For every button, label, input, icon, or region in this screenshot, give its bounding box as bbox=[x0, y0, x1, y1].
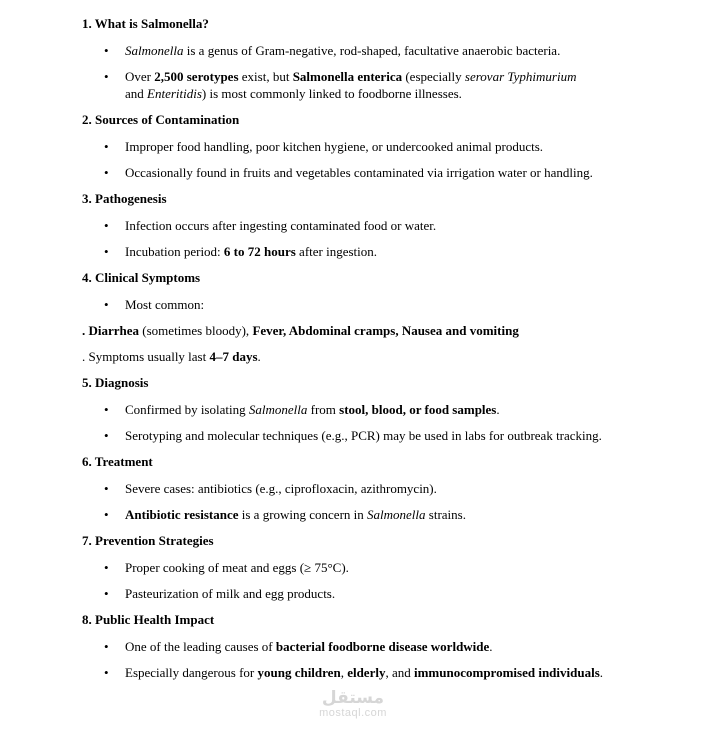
list-item bbox=[82, 427, 642, 444]
text-run: Serotyping and molecular techniques (e.g., PCR) may be used in labs for outbreak tracking. bbox=[125, 428, 602, 443]
section-heading: 3. Pathogenesis bbox=[82, 191, 167, 206]
text-run: Proper cooking of meat and eggs (≥ 75°C). bbox=[125, 560, 349, 575]
text-run: immunocompromised individuals bbox=[413, 665, 600, 680]
bullet-icon: • bbox=[104, 244, 109, 259]
list-item bbox=[82, 217, 642, 234]
bullet-icon: • bbox=[104, 165, 109, 180]
bullet-list bbox=[82, 559, 642, 602]
text-run: Confirmed by isolating bbox=[125, 402, 249, 417]
section-heading: 8. Public Health Impact bbox=[82, 612, 215, 627]
text-run: serovar Typhimurium bbox=[464, 69, 577, 84]
text-run: Salmonella bbox=[125, 43, 184, 58]
text-run: Salmonella enterica bbox=[292, 69, 403, 84]
bullet-icon: • bbox=[104, 139, 109, 154]
section-heading: 1. What is Salmonella? bbox=[82, 16, 209, 31]
text-run: and bbox=[125, 86, 148, 101]
text-run: bacterial foodborne disease worldwide bbox=[275, 639, 490, 654]
list-item bbox=[82, 559, 642, 576]
text-run: stool, blood, or food samples bbox=[339, 402, 497, 417]
text-run: . bbox=[489, 639, 493, 654]
watermark-logo: مستقل bbox=[321, 688, 385, 707]
section-heading: 2. Sources of Contamination bbox=[82, 112, 240, 127]
text-run: 2,500 serotypes bbox=[154, 69, 239, 84]
bullet-list bbox=[82, 138, 642, 181]
text-run: Over bbox=[125, 69, 155, 84]
list-item bbox=[82, 664, 642, 681]
text-run: . Diarrhea bbox=[82, 323, 140, 338]
text-run: Infection occurs after ingesting contaminated food or water. bbox=[125, 218, 437, 233]
text-run: Improper food handling, poor kitchen hygiene, or undercooked animal products. bbox=[125, 139, 544, 154]
section-heading: 4. Clinical Symptoms bbox=[82, 270, 201, 285]
bullet-icon: • bbox=[104, 218, 109, 233]
text-run: Incubation period: bbox=[125, 244, 224, 259]
watermark bbox=[303, 689, 403, 719]
text-run: Antibiotic resistance bbox=[125, 507, 239, 522]
text-run: strains. bbox=[425, 507, 466, 522]
bullet-icon: • bbox=[104, 481, 109, 496]
text-run: Especially dangerous for bbox=[125, 665, 258, 680]
list-item bbox=[82, 638, 642, 655]
text-run: exist, but bbox=[238, 69, 293, 84]
duration-line bbox=[82, 348, 642, 365]
text-run: from bbox=[307, 402, 340, 417]
text-run: young children bbox=[257, 665, 341, 680]
watermark-url: mostaql.com bbox=[319, 707, 387, 719]
text-run: (especially bbox=[402, 69, 465, 84]
list-item bbox=[82, 585, 642, 602]
bullet-icon: • bbox=[104, 639, 109, 654]
bullet-icon: • bbox=[104, 69, 109, 84]
bullet-list bbox=[82, 480, 642, 523]
bullet-list bbox=[82, 401, 642, 444]
text-run: One of the leading causes of bbox=[125, 639, 276, 654]
list-item bbox=[82, 401, 642, 418]
bullet-icon: • bbox=[104, 560, 109, 575]
bullet-icon: • bbox=[104, 43, 109, 58]
bullet-icon: • bbox=[104, 665, 109, 680]
list-item bbox=[82, 138, 642, 155]
symptom-line bbox=[82, 322, 642, 339]
list-item bbox=[82, 243, 642, 260]
text-run: . bbox=[496, 402, 500, 417]
list-item bbox=[82, 506, 642, 523]
text-run: 6 to 72 hours bbox=[223, 244, 296, 259]
text-run: Severe cases: antibiotics (e.g., ciprofloxacin, azithromycin). bbox=[125, 481, 437, 496]
list-item bbox=[82, 296, 642, 313]
text-run: . Symptoms usually last bbox=[82, 349, 210, 364]
bullet-list bbox=[82, 42, 642, 102]
text-run: Enteritidis bbox=[147, 86, 202, 101]
text-run: , bbox=[340, 665, 348, 680]
text-run: Salmonella bbox=[367, 507, 426, 522]
bullet-icon: • bbox=[104, 586, 109, 601]
text-run: Most common: bbox=[125, 297, 205, 312]
bullet-list bbox=[82, 296, 642, 313]
list-item bbox=[82, 42, 642, 59]
text-run: Salmonella bbox=[248, 402, 308, 417]
bullet-icon: • bbox=[104, 507, 109, 522]
bullet-icon: • bbox=[104, 428, 109, 443]
text-run: Fever, Abdominal cramps, Nausea and vomiting bbox=[252, 323, 519, 338]
bullet-icon: • bbox=[104, 297, 109, 312]
text-run: after ingestion. bbox=[295, 244, 378, 259]
section-heading: 7. Prevention Strategies bbox=[82, 533, 214, 548]
text-run: ) is most commonly linked to foodborne illnesses. bbox=[201, 86, 462, 101]
document-body bbox=[82, 15, 642, 690]
text-run: , and bbox=[385, 665, 414, 680]
text-run: . bbox=[599, 665, 604, 680]
text-run: (sometimes bloody), bbox=[139, 323, 253, 338]
list-item bbox=[82, 68, 642, 102]
section-heading: 6. Treatment bbox=[82, 454, 153, 469]
section-heading: 5. Diagnosis bbox=[82, 375, 149, 390]
text-run: 4–7 days bbox=[209, 349, 258, 364]
text-run: elderly bbox=[347, 665, 386, 680]
text-run: is a genus of Gram-negative, rod-shaped, facultative anaerobic bacteria. bbox=[183, 43, 561, 58]
bullet-icon: • bbox=[104, 402, 109, 417]
bullet-list bbox=[82, 217, 642, 260]
text-run: Occasionally found in fruits and vegetables contaminated via irrigation water or handling. bbox=[125, 165, 593, 180]
text-run: . bbox=[257, 349, 261, 364]
list-item bbox=[82, 164, 642, 181]
list-item bbox=[82, 480, 642, 497]
bullet-list bbox=[82, 638, 642, 681]
text-run: is a growing concern in bbox=[238, 507, 368, 522]
text-run: Pasteurization of milk and egg products. bbox=[125, 586, 336, 601]
